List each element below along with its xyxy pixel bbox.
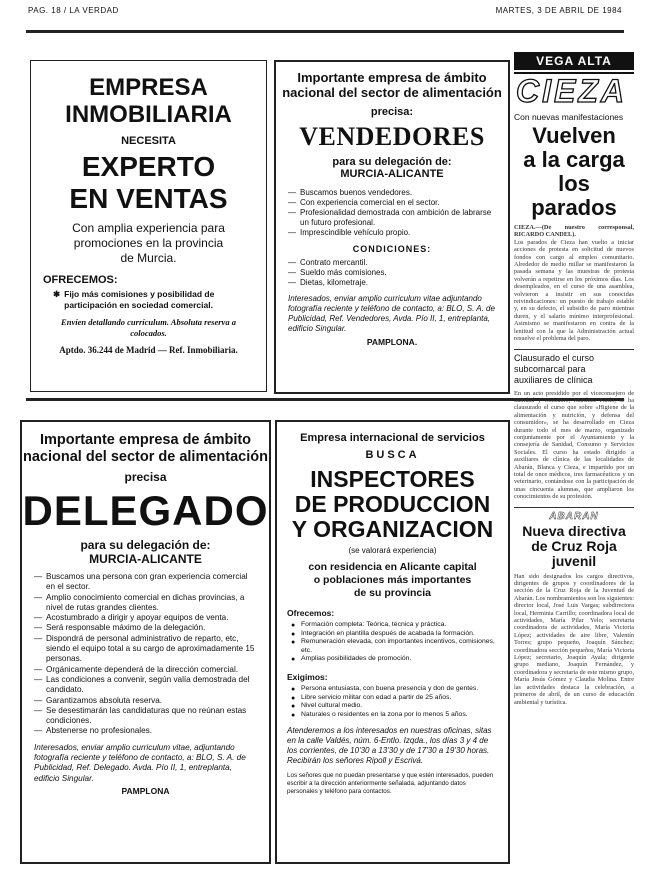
ad1-desc-line1: Con amplia experiencia para (72, 221, 225, 235)
ad4-attend: Atenderemos a los interesados en nuestras oficinas, sitas en la calle Valdés, núm. 6-Entlo. Izqda., los días 3 y 4 de los corrientes, de 10'30 a 13'30 y de 17'30 a 19'30 horas. Recibirán los señores Ripoll y Escrivá. (287, 726, 492, 766)
ad3-sub-line2: MURCIA-ALICANTE (89, 552, 202, 566)
ad4-residence-line3: de su provincia (353, 587, 432, 599)
ad2-requirement: — Imprescindible vehículo propio. (288, 228, 496, 238)
ad2-sub-line2: MURCIA-ALICANTE (340, 168, 444, 180)
ad4-title-line2: DE PRODUCCION (294, 491, 491, 517)
section-title: VEGA ALTA (536, 54, 612, 68)
ad4-req-item: ● Persona entusiasta, con buena presencia y don de gentes. (291, 685, 498, 694)
ad3-item: — Dispondrá de personal administrativo de reparto, etc, siendo el equipo total a su cargo de aproximadamente 15 personas. (34, 634, 257, 665)
ad4-residence-line1: con residencia en Alicante capital (308, 561, 477, 573)
ad2-condition: — Dietas, kilometraje. (288, 278, 496, 288)
page-folio (28, 6, 622, 20)
ad2-condition: — Contrato mercantil. (288, 258, 496, 268)
ad4-title-line1: INSPECTORES (310, 466, 475, 492)
subhead-line: auxiliares de clínica (514, 374, 593, 385)
ad1-desc-line2: promociones en la provincia (73, 236, 224, 250)
ad2-requirement: — Con experiencia comercial en el sector. (288, 198, 496, 208)
news-byline: CIEZA.—(De nuestro corresponsal, RICARDO CANDEL). (514, 224, 634, 239)
ad3-title: DELEGADO (22, 487, 269, 534)
ad1-send-text: Envíen detallando currículum. Absoluta reserva a colocados. (61, 317, 236, 338)
ad4-offer-item: ● Amplias posibilidades de promoción. (291, 655, 498, 664)
ad3-item: — Garantizamos absoluta reserva. (34, 696, 257, 706)
ad4-offer-item: ● Integración en plantilla después de acabada la formación. (291, 630, 498, 639)
ad1-desc-line3: de Murcia. (120, 251, 177, 265)
news-column (514, 52, 634, 872)
ad2-footer: Interesados, enviar amplio curriculum vitae adjuntando fotografía reciente y teléfono de contacto, a: BLO, S. A. de Publicidad, Ref. Vendedores, Avda. Pío II, 1, entreplanta, edificio Singular. (288, 294, 495, 333)
ad3-item: — Será responsable máximo de la delegación. (34, 623, 257, 633)
ad3-item: — Se desestimarán las candidaturas que no reúnan estas condiciones. (34, 706, 257, 727)
ad4-req-item: ● Naturales o residentes en la zona por lo menos 5 años. (291, 711, 498, 720)
ad3-item: — Las condiciones a convenir, según valía demostrada del candidato. (34, 675, 257, 696)
ad4-note: (se valorará experiencia) (348, 546, 437, 555)
ad-inspectores (275, 420, 510, 864)
ad-inmobiliaria (30, 60, 267, 392)
ad3-heading-line2: nacional del sector de alimentación (23, 449, 268, 465)
ad4-heading: Empresa internacional de servicios (300, 432, 485, 444)
ad2-heading-line1: Importante empresa de ámbito (297, 70, 487, 85)
folio-left: PAG. 18 / LA VERDAD (28, 6, 119, 15)
ad1-title-line1: EXPERTO (81, 151, 216, 182)
ad3-sub-line1: para su delegación de: (80, 538, 211, 552)
ad2-title: VENDEDORES (299, 122, 485, 151)
headline-line: los parados (531, 171, 617, 220)
ad1-address: Aptdo. 36.244 de Madrid — Ref. Inmobiliaria. (59, 345, 238, 355)
headline-line: Vuelven (532, 123, 616, 148)
news-kicker: Con nuevas manifestaciones (514, 112, 624, 122)
town-banner (514, 72, 634, 108)
section-banner (514, 52, 634, 70)
ad3-item: — Orgánicamente dependerá de la dirección comercial. (34, 665, 257, 675)
ad2-condition: — Sueldo más comisiones. (288, 268, 496, 278)
ad4-residence-line2: o poblaciones más importantes (313, 574, 472, 586)
ad4-offer-heading: Ofrecemos: (287, 608, 335, 618)
subhead-line: subcomarcal para (514, 363, 586, 374)
ad4-footer: Los señores que no puedan presentarse y que estén interesados, pueden escribir a la dirección anteriormente señalada, adjuntando datos personales y teléfono para contactos. (287, 772, 494, 795)
ad3-item: — Amplio conocimiento comercial en dichas provincias, a nivel de rutas grandes clientes. (34, 593, 257, 614)
subhead-line: Clausurado el curso (514, 352, 595, 363)
town2-title: ABARAN (545, 511, 602, 522)
news-body3: Han sido designados los cargos directivos, dirigentes de grupos y coordinadores de la sección de la Cruz Roja de la Juventud de Abarán. Los nombramientos son los siguientes: director local, José Luis Vargas; subdirectora local, Herminia Carrillo; coordinadora local de actividades, María Pilar Yelo; secretaria coordinadora de actividades, María Victoria López; actividades de aire libre, Valentín Torres; grupo pequeño, Joaquín Sánchez; coordinadora sección pequeños, María Victoria López; secretario, Joaquín Ayala; dirigente grupo mediano, Joaquín Fernández, y coordinadora y secretaria de este mismo grupo, María Jesús Gómez y Claudia Molina. Entre las actividades destaca la celebración, a primeros de abril, de un curso de educación ambiental y turística. (514, 572, 634, 706)
ad1-company-line1: EMPRESA (89, 74, 208, 101)
ad-vendedores (274, 60, 510, 394)
ad4-offer-item: ● Remuneración elevada, con importantes incentivos, comisiones, etc. (291, 638, 498, 655)
top-rule (26, 30, 624, 33)
ad4-req-heading: Exigimos: (287, 671, 328, 682)
ad1-offer-heading: OFRECEMOS: (43, 274, 118, 286)
ad4-title-line3: Y ORGANIZACION (291, 516, 494, 542)
ad2-heading-line2: nacional del sector de alimentación (282, 85, 502, 100)
ad2-requirement: — Profesionalidad demostrada con ambición de labrarse un futuro profesional. (288, 208, 496, 228)
headline2-line: Nueva directiva (522, 522, 626, 539)
ad1-offer-text: Fijo más comisiones y posibilidad de participación en sociedad comercial. (64, 289, 215, 310)
ad2-city: PAMPLONA. (366, 337, 418, 347)
ad3-heading-line1: Importante empresa de ámbito (39, 432, 252, 448)
ad2-sub-line1: para su delegación de: (332, 156, 452, 168)
ad3-item: — Buscamos una persona con gran experiencia comercial en el sector. (34, 572, 257, 593)
ad4-req-item: ● Nivel cultural medio. (291, 702, 498, 711)
news-body1: Los parados de Cieza han vuelto a iniciar acciones de protesta en solicitud de nuevos fondos con cargo al empleo comunitario. Alrededor de medio millar se manifestaron la pasada semana y las muestras de protesta volverán a repetirse en los próximos días. Los desempleados, en el curso de una asamblea, volvieron a insistir en sus conocidas reivindicaciones: un puesto de trabajo estable y, en su defecto, el subsidio de paro mientras duren, y el salario mínimo interprofesional. Asimismo se manifestaron en contra de la lentitud con la que la Administración actual resuelve el problema del paro. (514, 238, 634, 343)
ad3-footer: Interesados, enviar amplio curriculum vitae, adjuntando fotografía reciente y teléfono de contacto, a: BLO, S. A. de Publicidad, Ref. Delegado. Avda. Pío II, 1, entreplanta, edificio Singular. (34, 742, 246, 783)
ad3-precisa: precisa (124, 470, 167, 484)
asterisk-icon: ✱ (53, 289, 61, 299)
ad4-req-item: ● Libre servicio militar con edad a partir de 25 años. (291, 694, 498, 703)
ad3-city: PAMPLONA (121, 785, 170, 796)
ad2-precisa: precisa: (370, 106, 414, 118)
ad2-conditions-heading: CONDICIONES: (352, 244, 432, 254)
headline-line: a la carga (523, 147, 625, 172)
news-body2: En un acto presidido por el viceconsejero de Sanidad y Consumo, Martínez Pardo, se ha clausurado el curso que sobre «Higiene de la alimentación y nutrición, y defensa del consumidor», se ha desarrollado en Cieza durante todo el mes de marzo, organizado conjuntamente por el Ayuntamiento y la consejería de Sanidad, Consumo y Servicios Sociales. El curso ha estado dirigido a auxiliares de clínica de las localidades de Abarán, Blanca y Cieza, e impartido por un total de once médicos, tres farmacéuticos y un veterinario, contándose con la participación de unas cincuenta alumnas, que ampliaron los conocimientos de su profesión. (514, 389, 634, 501)
ad4-busca: BUSCA (365, 449, 420, 461)
headline2-line: juvenil (551, 552, 597, 569)
headline2-line: de Cruz Roja (531, 537, 617, 554)
folio-right: MARTES, 3 DE ABRIL DE 1984 (495, 6, 622, 15)
ad3-item: — Acostumbrado a dirigir y apoyar equipos de venta. (34, 613, 257, 623)
ad4-offer-item: ● Formación completa: Teórica, técnica y práctica. (291, 621, 498, 630)
ad1-necesita: NECESITA (121, 135, 176, 147)
town-title: CIEZA (516, 73, 627, 109)
ad1-company-line2: INMOBILIARIA (65, 101, 232, 128)
ad1-title-line2: EN VENTAS (69, 183, 228, 214)
ad-delegado (20, 420, 271, 864)
ad3-item: — Abstenerse no profesionales. (34, 726, 257, 736)
ad2-requirement: — Buscamos buenos vendedores. (288, 188, 496, 198)
